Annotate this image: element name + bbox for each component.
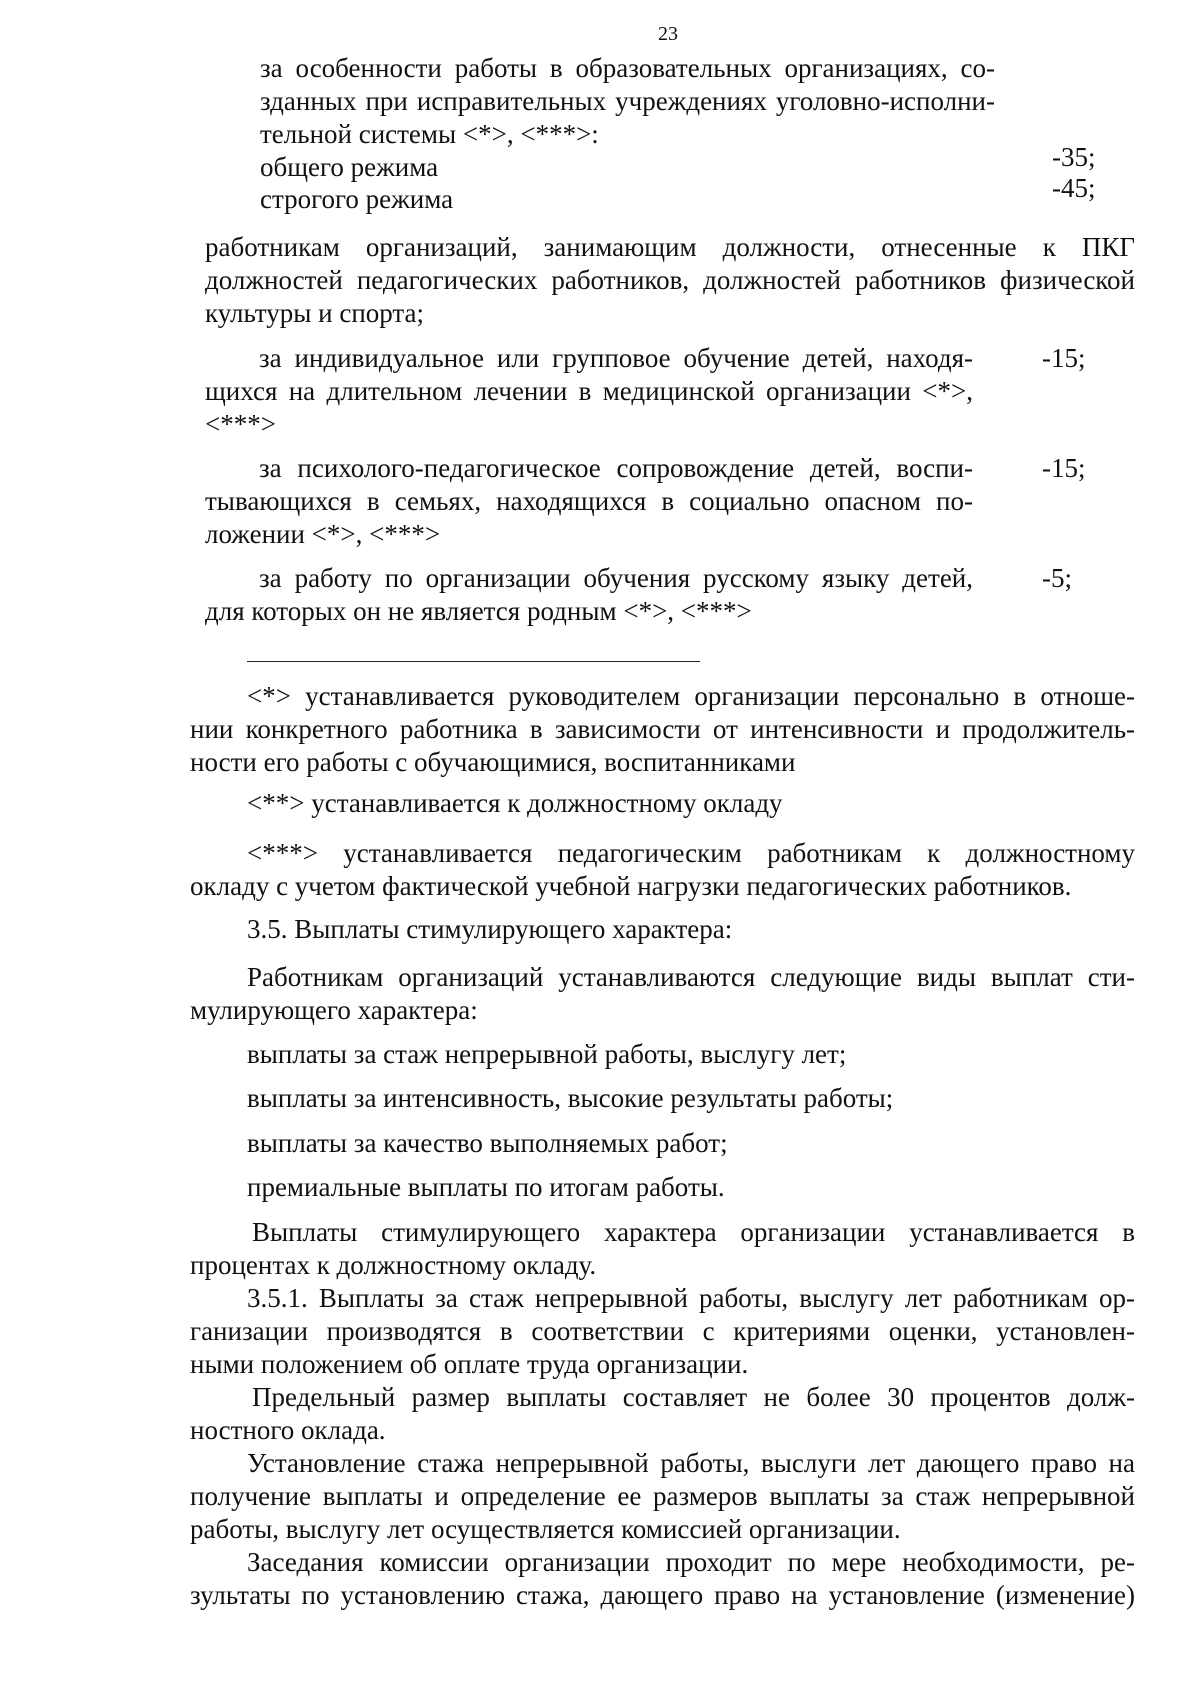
text-line: нии конкретного работника в зависимости от интенсивности и продолжитель-	[190, 714, 1135, 744]
section-heading: 3.5. Выплаты стимулирующего характера:	[247, 914, 733, 944]
text-line: ными положением об оплате труда организации.	[190, 1349, 749, 1379]
footnote-separator	[247, 661, 700, 662]
entry-psych-support-value: -15;	[1042, 453, 1086, 483]
text-line: окладу с учетом фактической учебной нагрузки педагогических работников.	[190, 871, 1072, 901]
item-strict-regime-value: -45;	[1052, 173, 1096, 203]
text-line: тывающихся в семьях, находящихся в социально опасном по-	[205, 486, 973, 516]
text-line: за индивидуальное или групповое обучение детей, находя-	[259, 343, 973, 373]
list-item: выплаты за стаж непрерывной работы, выслугу лет;	[247, 1039, 847, 1069]
footnote-single-star	[190, 680, 1135, 779]
paragraph-max-payment	[190, 1381, 1135, 1447]
clause-special-conditions	[260, 52, 995, 151]
paragraph-commission-meetings	[190, 1546, 1135, 1612]
paragraph-percent-of-salary	[190, 1216, 1135, 1282]
text-line: <*> устанавливается руководителем организации персонально в отноше-	[247, 681, 1135, 711]
text-line: зультаты по установлению стажа, дающего право на установление (изменение)	[190, 1580, 1135, 1610]
page-number: 23	[658, 23, 678, 45]
entry-psych-support	[205, 452, 973, 551]
text-line: Установление стажа непрерывной работы, выслуги лет дающего право на	[247, 1448, 1135, 1478]
text-line: мулирующего характера:	[190, 995, 478, 1025]
list-item: выплаты за интенсивность, высокие результаты работы;	[247, 1083, 894, 1113]
section-intro	[190, 961, 1135, 1027]
text-line: 3.5.1. Выплаты за стаж непрерывной работы, выслугу лет работникам ор-	[247, 1283, 1135, 1313]
text-line: для которых он не является родным <*>, <***>	[205, 596, 752, 626]
text-line: процентах к должностному окладу.	[190, 1250, 597, 1280]
text-line: <***>	[205, 409, 276, 439]
text-line: за особенности работы в образовательных организациях, со-	[260, 53, 995, 83]
entry-russian-language-value: -5;	[1042, 563, 1072, 593]
text-line: ложении <*>, <***>	[205, 519, 441, 549]
item-strict-regime-label: строгого режима	[260, 184, 454, 214]
list-item: премиальные выплаты по итогам работы.	[247, 1172, 725, 1202]
text-line: <***> устанавливается педагогическим работникам к должностному	[247, 838, 1135, 868]
entry-russian-language	[205, 562, 973, 628]
entry-individual-training-value: -15;	[1042, 343, 1086, 373]
paragraph-seniority-commission	[190, 1447, 1135, 1546]
text-line: работникам организаций, занимающим должности, отнесенные к ПКГ	[205, 232, 1135, 262]
footnote-triple-star	[190, 837, 1135, 903]
list-item: выплаты за качество выполняемых работ;	[247, 1128, 728, 1158]
footnote-double-star	[190, 787, 1135, 820]
text-line: <**> устанавливается к должностному окладу	[247, 788, 783, 818]
entry-individual-training	[205, 342, 973, 441]
clause-pkg-workers	[205, 231, 1135, 330]
text-line: за работу по организации обучения русскому языку детей,	[259, 563, 973, 593]
text-line: культуры и спорта;	[205, 298, 425, 328]
text-line: Предельный размер выплаты составляет не более 30 процентов долж-	[252, 1382, 1135, 1412]
text-line: ностного оклада.	[190, 1415, 386, 1445]
item-general-regime-value: -35;	[1052, 142, 1096, 172]
text-line: зданных при исправительных учреждениях уголовно-исполни-	[260, 86, 995, 116]
paragraph-3-5-1	[190, 1282, 1135, 1381]
text-line: получение выплаты и определение ее размеров выплаты за стаж непрерывной	[190, 1481, 1135, 1511]
text-line: тельной системы <*>, <***>:	[260, 119, 599, 149]
text-line: Заседания комиссии организации проходит по мере необходимости, ре-	[247, 1547, 1135, 1577]
text-line: щихся на длительном лечении в медицинской организации <*>,	[205, 376, 973, 406]
text-line: Выплаты стимулирующего характера организации устанавливается в	[252, 1217, 1135, 1247]
item-general-regime-label: общего режима	[260, 152, 439, 182]
text-line: должностей педагогических работников, должностей работников физической	[205, 265, 1135, 295]
text-line: Работникам организаций устанавливаются следующие виды выплат сти-	[247, 962, 1135, 992]
text-line: ганизации производятся в соответствии с критериями оценки, установлен-	[190, 1316, 1135, 1346]
text-line: работы, выслугу лет осуществляется комиссией организации.	[190, 1514, 901, 1544]
text-line: ности его работы с обучающимися, воспитанниками	[190, 747, 796, 777]
text-line: за психолого-педагогическое сопровождение детей, воспи-	[259, 453, 973, 483]
